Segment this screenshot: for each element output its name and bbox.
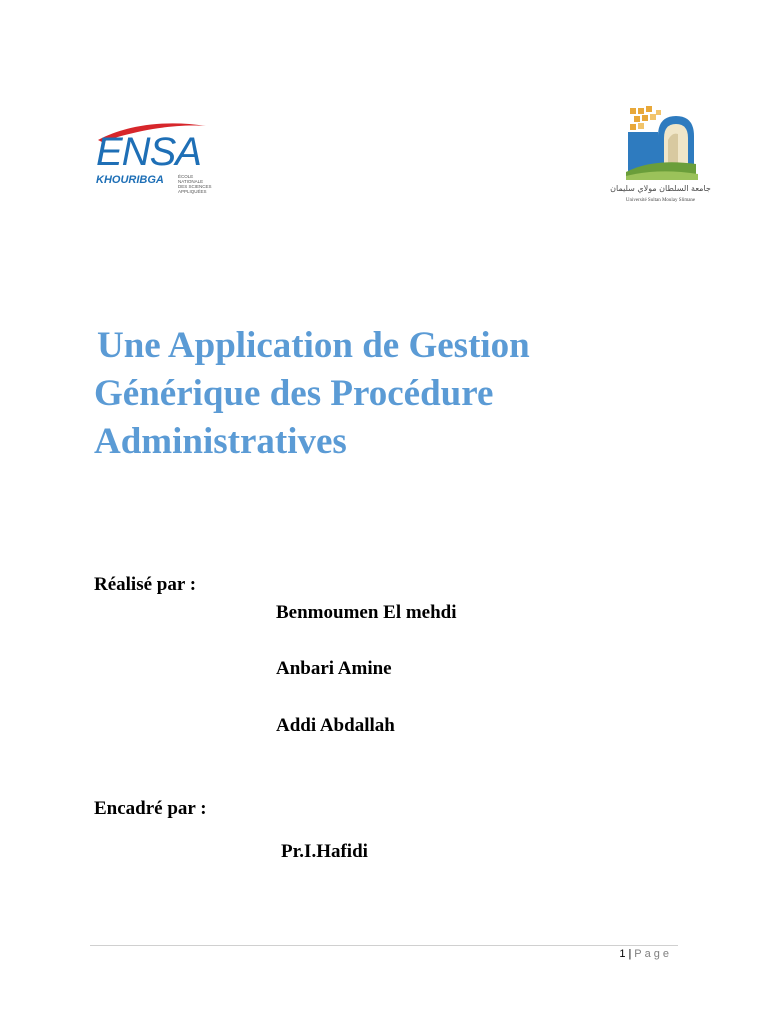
ensa-logo xyxy=(88,118,218,198)
ensa-school-line: APPLIQUÉES xyxy=(178,189,207,194)
ensa-logo-city: KHOURIBGA xyxy=(96,174,164,186)
page-number: 1 xyxy=(619,948,626,960)
ensa-school-line: DES SCIENCES xyxy=(178,184,212,189)
footer-divider xyxy=(90,945,678,946)
title-line: Générique des Procédure xyxy=(94,373,494,414)
ensa-logo-school-name xyxy=(178,174,218,194)
title-line: Une Application de Gestion xyxy=(97,325,530,366)
author-name: Anbari Amine xyxy=(276,658,392,679)
ensa-school-line: ÉCOLE xyxy=(178,174,194,179)
footer-separator: | xyxy=(628,948,632,960)
supervisor-name: Pr.I.Hafidi xyxy=(281,841,368,862)
university-latin-name: Université Sultan Moulay Slimane xyxy=(625,198,696,203)
author-name: Addi Abdallah xyxy=(276,715,395,736)
ensa-school-line: NATIONALE xyxy=(178,179,204,184)
university-arabic-name: جامعة السلطان مولاي سليمان xyxy=(610,184,711,193)
page-footer xyxy=(619,948,672,960)
document-title xyxy=(94,322,714,466)
encadre-par-label: Encadré par : xyxy=(94,798,207,819)
university-logo xyxy=(608,92,713,217)
ensa-logo-word: ENSA xyxy=(96,130,201,174)
university-emblem-icon xyxy=(608,92,713,184)
author-name: Benmoumen El mehdi xyxy=(276,602,457,623)
page-word: Page xyxy=(634,948,672,960)
title-line: Administratives xyxy=(94,421,347,462)
realise-par-label: Réalisé par : xyxy=(94,574,197,595)
